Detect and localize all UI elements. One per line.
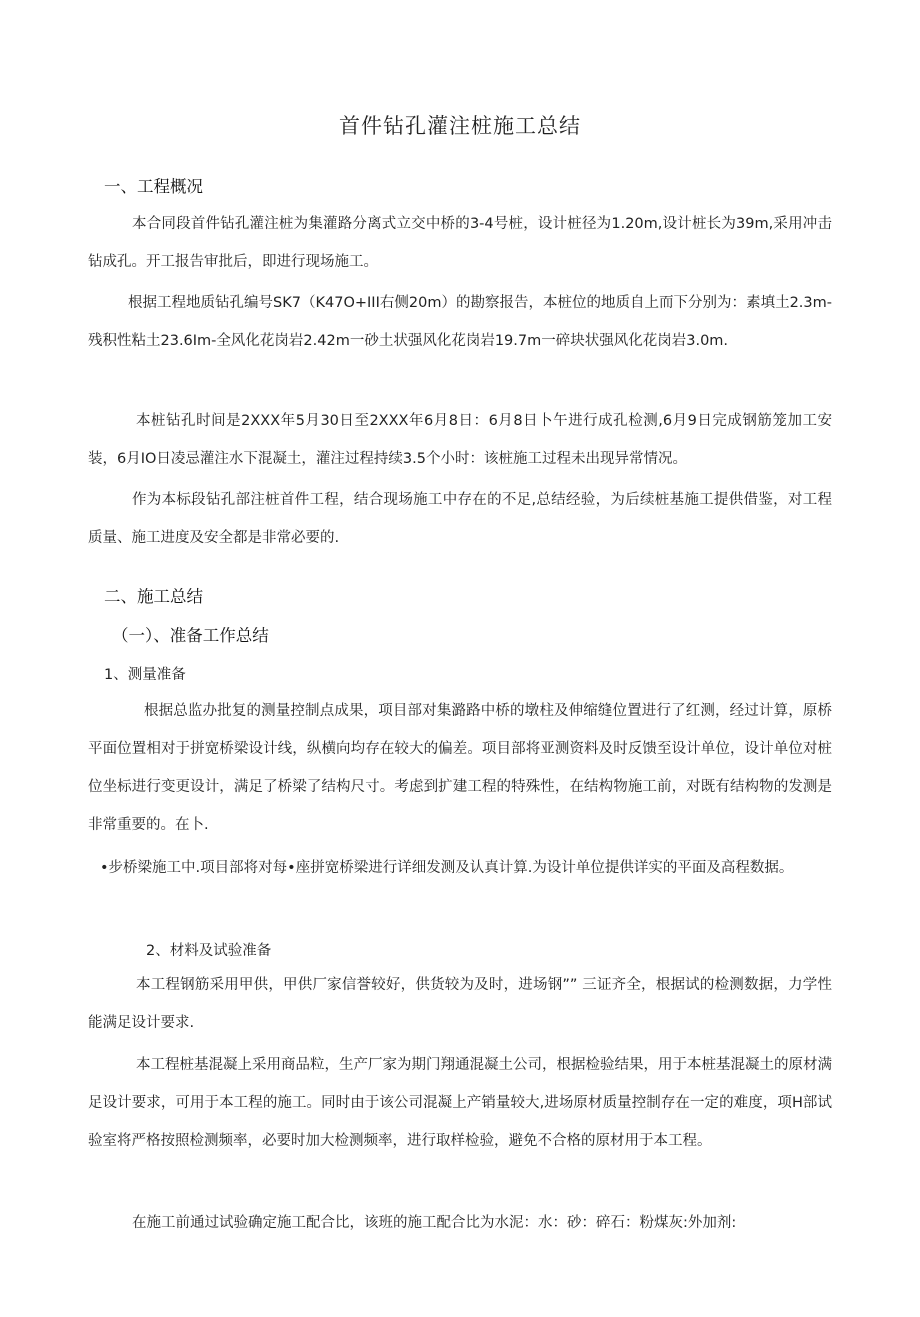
paragraph-survey-preparation: 根据总监办批复的测量控制点成果，项目部对集潞路中桥的墩柱及伸缩缝位置进行了红测，经过计算，原桥平面位置相对于拼宽桥梁设计线，纵横向均存在较大的偏差。项目部将亚测资料及时反馈至设计单位，设计单位对桩位坐标进行变更设计，满足了桥梁了结构尺寸。考虑到扩建工程的特殊性，在结构物施工前，对既有结构物的发测是非常重要的。在卜. [88,703,832,833]
document-title: 首件钻孔灌注桩施工总结 [339,114,581,138]
subsection-1-heading: （一）、准备工作总结 [112,626,269,645]
paragraph-mix-ratio: 在施工前通过试验确定施工配合比，该班的施工配合比为水泥：水：砂：碎石：粉煤灰:外加剂: [132,1215,737,1231]
paragraph-concrete-materials: 本工程桩基混凝上采用商品粒，生产厂家为期门翔通混凝土公司，根据检验结果，用于本桩基混凝土的原材满足设计要求，可用于本工程的施工。同时由于该公司混凝上产销量较大,进场原材质量控制存在一定的难度，项H部试验室将严格按照检测频率，必要时加大检测频率，进行取样检验，避免不合格的原材用于本工程。 [88,1057,832,1149]
paragraph-purpose: 作为本标段钻孔部注桩首件工程，结合现场施工中存在的不足,总结经验，为后续桩基施工提供借鉴，对工程质量、施工进度及安全都是非常必要的. [88,492,832,546]
paragraph-steel-materials: 本工程钢筋采用甲供，甲供厂家信誉较好，供货较为及时，进场钢”” 三证齐全，根据试的检测数据，力学性能满足设计要求. [88,977,832,1031]
item-2-heading: 2、材料及试验准备 [146,943,272,959]
item-1-heading: 1、测量准备 [104,667,186,683]
section-1-heading: 一、工程概况 [104,177,203,196]
paragraph-geology: 根据工程地质钻孔编号SK7（K47O+III右侧20m）的勘察报告，本桩位的地质自上而下分别为：素填土2.3m-残积性粘土23.6Im-全风化花岗岩2.42m一砂土状强风化花岗岩19.7m一碎块状强风化花岗岩3.0m. [88,295,832,349]
section-2-heading: 二、施工总结 [104,587,203,606]
paragraph-project-overview: 本合同段首件钻孔灌注桩为集灌路分离式立交中桥的3-4号桩，设计桩径为1.20m,设计桩长为39m,采用冲击钻成孔。开工报告审批后，即进行现场施工。 [88,216,832,270]
paragraph-survey-continued: •步桥梁施工中.项目部将对每•座拼宽桥梁进行详细发测及认真计算.为设计单位提供详实的平面及高程数据。 [100,860,794,876]
paragraph-drilling-timeline: 本桩钻孔时间是2XXX年5月30日至2XXX年6月8日：6月8日卜午进行成孔检测,6月9日完成钢筋笼加工安装，6月IO日凌忌灌注水下混凝土，灌注过程持续3.5个小时：该桩施工过程未出现异常情况。 [88,413,832,467]
